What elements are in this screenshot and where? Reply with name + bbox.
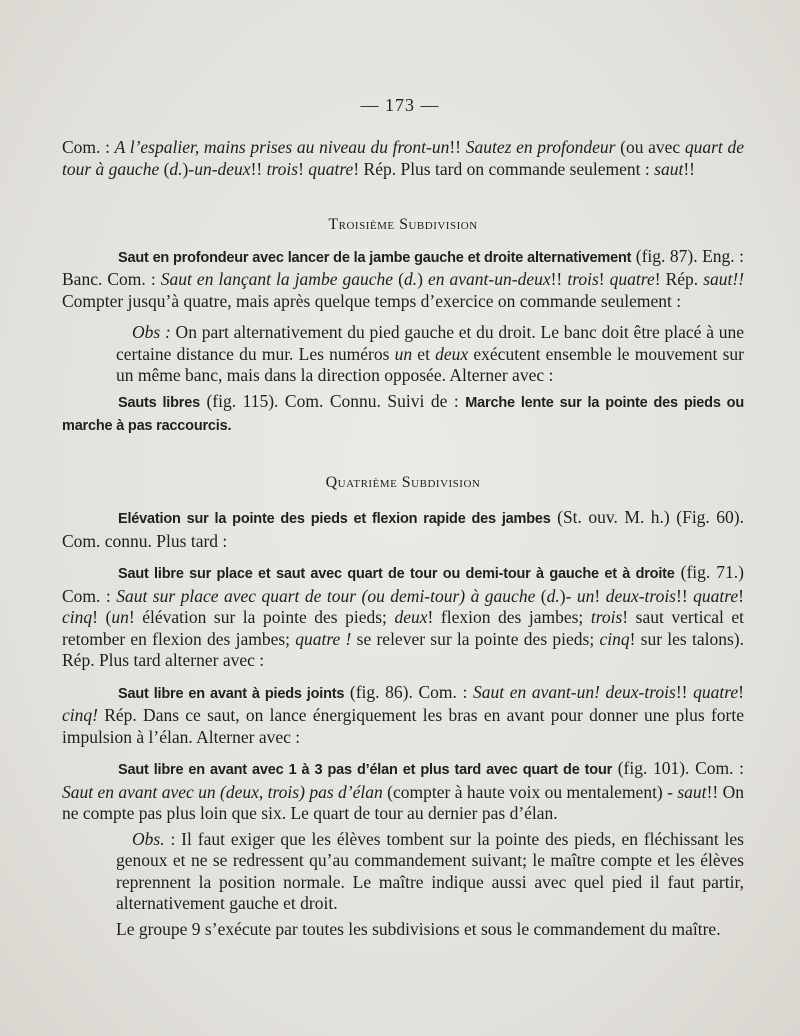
paragraph-saut-pieds-joints: Saut libre en avant à pieds joints (fig. 86). Com. : Saut en avant-un! deux-trois!! quatre! cinq! Rép. Dans ce saut, on lance énergiquement les bras en avant pour donner une plus forte impulsion à l’élan. Alterner avec : xyxy=(62,681,744,747)
paragraph-sauts-libres: Sauts libres (fig. 115). Com. Connu. Suivi de : Marche lente sur la pointe des pieds ou marche à pas raccourcis. xyxy=(62,390,744,434)
paragraph-saut-elan: Saut libre en avant avec 1 à 3 pas d’élan et plus tard avec quart de tour (fig. 101). Com. : Saut en avant avec un (deux, trois) pas d’élan (compter à haute voix ou mentalement) - saut!! On ne compte pas plus loin que six. Le quart de tour au dernier pas d’élan. xyxy=(62,758,744,823)
paragraph-groupe-9: Le groupe 9 s’exécute par toutes les subdivisions et sous le commandement du maître. xyxy=(116,918,721,939)
paragraph-obs-banc: Obs : On part alternativement du pied gauche et du droit. Le banc doit être placé à une certaine distance du mur. Les numéros un et deux exécutent ensemble le mouvement sur un même banc, mais dans la direction opposée. Alterner avec : xyxy=(116,322,745,385)
page-number: — 173 — xyxy=(360,95,440,115)
page-content xyxy=(62,137,744,940)
paragraph-elevation: Elévation sur la pointe des pieds et flexion rapide des jambes (St. ouv. M. h.) (Fig. 60). Com. connu. Plus tard : xyxy=(62,507,744,551)
section-heading-quatrieme: Quatrième Subdivision xyxy=(325,473,481,491)
paragraph-saut-profondeur: Saut en profondeur avec lancer de la jambe gauche et droite alternativement (fig. 87). Eng. : Banc. Com. : Saut en lançant la jambe gauche (d.) en avant-un-deux!! trois! quatre! Rép. saut!! Compter jusqu’à quatre, mais après quelque temps d’exercice on commande seulement : xyxy=(62,245,745,311)
paragraph-saut-sur-place: Saut libre sur place et saut avec quart de tour ou demi-tour à gauche et à droite (fig. 71.) Com. : Saut sur place avec quart de tour (ou demi-tour) à gauche (d.)- un! deux-trois!! quatre! cinq! (un! élévation sur la pointe des pieds; deux! flexion des jambes; trois! saut vertical et retomber en flexion des jambes; quatre ! se relever sur la pointe des pieds; cinq! sur les talons). Rép. Plus tard alterner avec : xyxy=(62,562,745,670)
paragraph-obs-eleves: Obs. : Il faut exiger que les élèves tombent sur la pointe des pieds, en fléchissant les genoux et ne se redressent qu’au commandement suivant; le maître compte et les élèves reprennent la position normale. Le maître indique aussi avec quel pied il faut partir, alternativement gauche et droit. xyxy=(116,828,744,913)
paragraph-espalier: Com. : A l’espalier, mains prises au niveau du front-un!! Sautez en profondeur (ou avec quart de tour à gauche (d.)-un-deux!! trois! quatre! Rép. Plus tard on commande seulement : saut!! xyxy=(62,137,745,179)
section-heading-troisieme: Troisième Subdivision xyxy=(328,216,478,233)
